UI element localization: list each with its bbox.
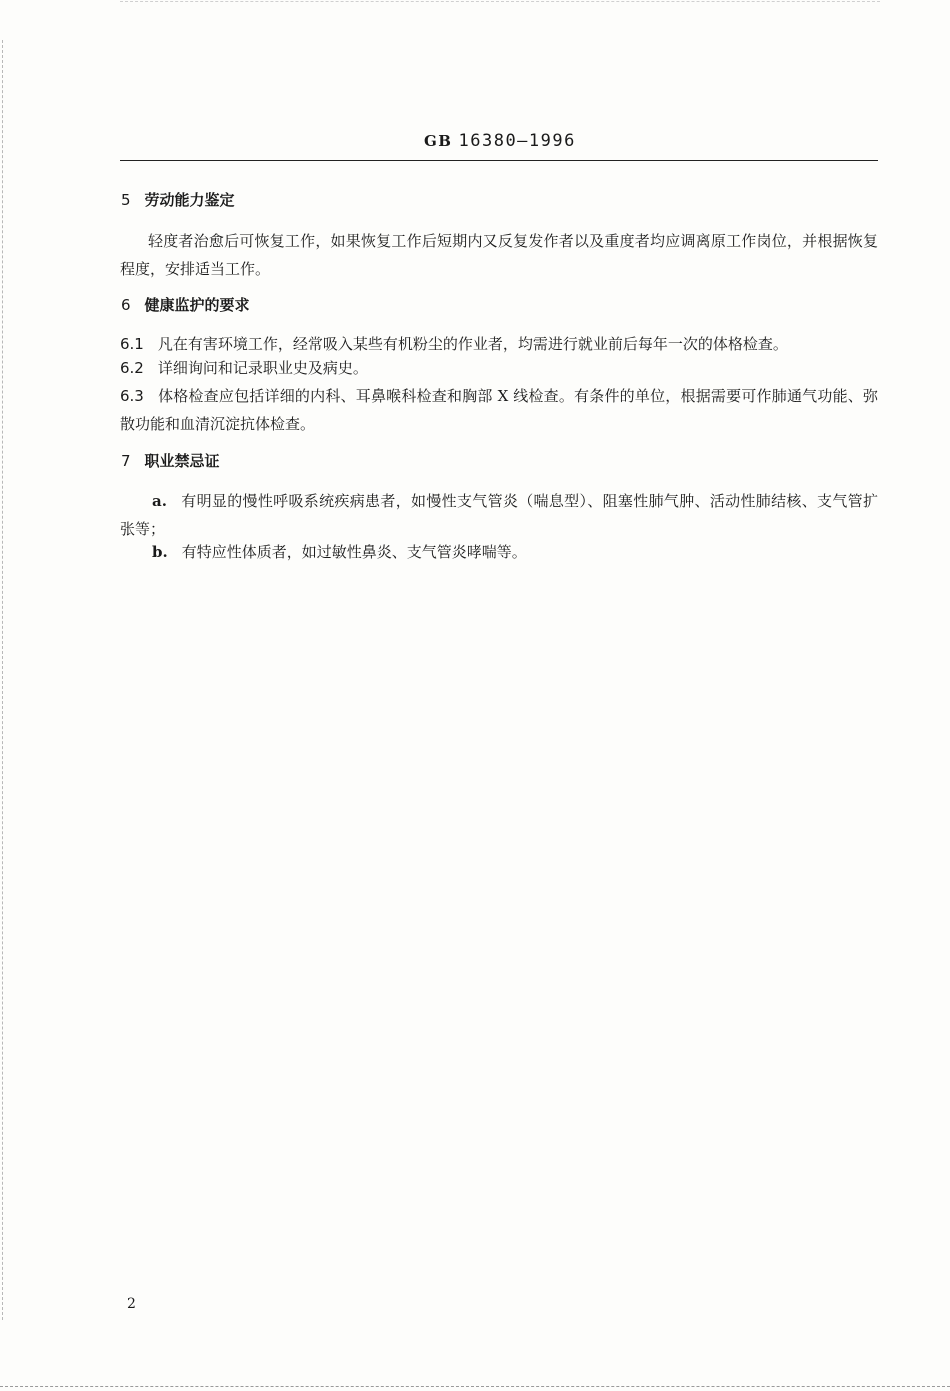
list-item-b [120, 538, 878, 566]
section-7-heading [121, 450, 220, 471]
clause-number: 6.2 [120, 359, 144, 377]
clause-text: 凡在有害环境工作，经常吸入某些有机粉尘的作业者，均需进行就业前后每年一次的体格检查。 [157, 335, 788, 353]
header-rule [120, 160, 878, 161]
standard-prefix: GB [424, 132, 453, 150]
clause-6-3 [120, 382, 878, 438]
item-label: b. [152, 543, 168, 561]
section-6-heading [121, 294, 250, 315]
section-number: 5 [121, 191, 131, 209]
section-number: 6 [121, 296, 131, 314]
standard-number: 16380—1996 [458, 131, 576, 151]
scan-artifact-top [120, 1, 880, 3]
list-item-a [120, 487, 878, 543]
clause-text: 详细询问和记录职业史及病史。 [157, 359, 368, 377]
section-title: 劳动能力鉴定 [144, 191, 235, 209]
page-number: 2 [127, 1296, 136, 1312]
item-text: 有特应性体质者，如过敏性鼻炎、支气管炎哮喘等。 [181, 543, 527, 561]
standard-code-header [424, 131, 576, 151]
scan-artifact-left [2, 40, 4, 1320]
section-number: 7 [121, 452, 131, 470]
scan-artifact-bottom [0, 1386, 950, 1388]
section-title: 职业禁忌证 [144, 452, 220, 470]
item-label: a. [152, 492, 167, 510]
section-5-heading [121, 189, 235, 210]
clause-number: 6.1 [120, 335, 144, 353]
section-title: 健康监护的要求 [144, 296, 250, 314]
item-text: 有明显的慢性呼吸系统疾病患者，如慢性支气管炎（喘息型）、阻塞性肺气肿、活动性肺结核、支气管扩张等； [120, 492, 878, 538]
section-5-body: 轻度者治愈后可恢复工作，如果恢复工作后短期内又反复发作者以及重度者均应调离原工作岗位，并根据恢复程度，安排适当工作。 [120, 232, 878, 278]
clause-text: 体格检查应包括详细的内科、耳鼻喉科检查和胸部 X 线检查。有条件的单位，根据需要可作肺通气功能、弥散功能和血清沉淀抗体检查。 [120, 387, 878, 433]
clause-number: 6.3 [120, 387, 144, 405]
clause-6-2 [120, 354, 878, 382]
